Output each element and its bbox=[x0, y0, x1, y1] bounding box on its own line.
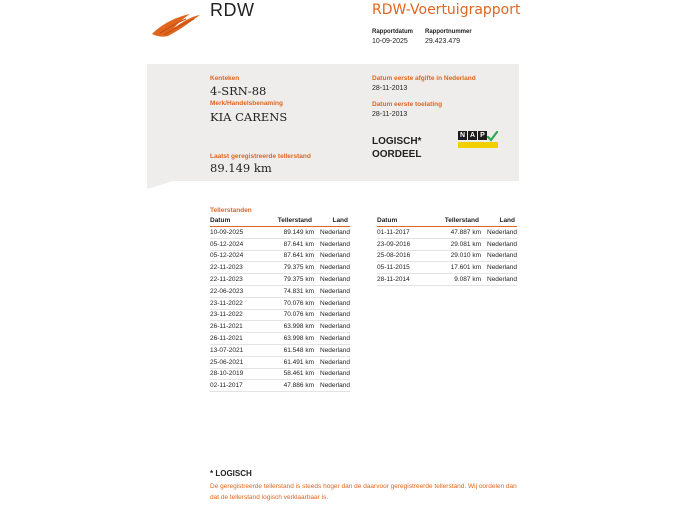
reading-country: Nederland bbox=[314, 250, 350, 262]
table-row bbox=[210, 297, 350, 309]
reading-date: 10-09-2025 bbox=[210, 227, 268, 239]
reading-country: Nederland bbox=[314, 297, 350, 309]
reading-date: 02-11-2017 bbox=[210, 380, 268, 392]
nap-letter-n: N bbox=[459, 132, 466, 139]
reading-country: Nederland bbox=[314, 285, 350, 297]
reading-country: Nederland bbox=[314, 344, 350, 356]
table-row bbox=[377, 250, 517, 262]
reading-date: 05-12-2024 bbox=[210, 250, 268, 262]
table-row bbox=[210, 250, 350, 262]
reading-country: Nederland bbox=[314, 356, 350, 368]
reading-country: Nederland bbox=[481, 262, 517, 274]
nap-check-icon bbox=[458, 131, 498, 148]
verdict-line-2: OORDEEL bbox=[372, 149, 422, 160]
table-row bbox=[377, 238, 517, 250]
reading-country: Nederland bbox=[314, 333, 350, 345]
table-row bbox=[210, 238, 350, 250]
reading-odometer: 70.076 km bbox=[268, 297, 314, 309]
table-row bbox=[210, 227, 350, 239]
table-row bbox=[377, 262, 517, 274]
verdict-text bbox=[372, 135, 421, 161]
table-row bbox=[210, 380, 350, 392]
table-row bbox=[210, 344, 350, 356]
reading-odometer: 87.641 km bbox=[268, 238, 314, 250]
col-date: Datum bbox=[210, 216, 268, 227]
report-number-label: Rapportnummer bbox=[425, 29, 472, 35]
reading-date: 05-12-2024 bbox=[210, 238, 268, 250]
readings-table-right bbox=[377, 216, 517, 286]
table-row bbox=[210, 321, 350, 333]
reading-country: Nederland bbox=[481, 227, 517, 239]
col-odometer: Tellerstand bbox=[435, 216, 481, 227]
reading-country: Nederland bbox=[481, 250, 517, 262]
make-value: KIA CARENS bbox=[210, 110, 288, 124]
table-row bbox=[210, 274, 350, 286]
odometer-value: 89.149 km bbox=[210, 161, 272, 175]
reading-date: 26-11-2021 bbox=[210, 321, 268, 333]
table-row bbox=[377, 274, 517, 286]
reading-date: 28-10-2019 bbox=[210, 368, 268, 380]
first-issue-nl-value: 28-11-2013 bbox=[372, 85, 408, 92]
col-country: Land bbox=[481, 216, 517, 227]
report-date: 10-09-2025 bbox=[372, 38, 408, 45]
reading-country: Nederland bbox=[314, 238, 350, 250]
reading-country: Nederland bbox=[314, 274, 350, 286]
reading-odometer: 61.548 km bbox=[268, 344, 314, 356]
reading-odometer: 9.087 km bbox=[435, 274, 481, 286]
reading-odometer: 29.081 km bbox=[435, 238, 481, 250]
report-title: RDW-Voertuigrapport bbox=[372, 2, 521, 18]
reading-date: 05-11-2015 bbox=[377, 262, 435, 274]
reading-country: Nederland bbox=[481, 274, 517, 286]
checkmark-icon bbox=[487, 131, 498, 142]
reading-odometer: 79.375 km bbox=[268, 274, 314, 286]
brand-name: RDW bbox=[210, 0, 255, 20]
plate-label: Kenteken bbox=[210, 75, 240, 82]
rdw-logo-icon bbox=[150, 6, 202, 38]
reading-date: 13-07-2021 bbox=[210, 344, 268, 356]
table-row bbox=[210, 368, 350, 380]
reading-odometer: 47.886 km bbox=[268, 380, 314, 392]
reading-country: Nederland bbox=[314, 380, 350, 392]
reading-country: Nederland bbox=[314, 309, 350, 321]
reading-date: 22-11-2023 bbox=[210, 262, 268, 274]
report-date-label: Rapportdatum bbox=[372, 29, 413, 35]
reading-date: 01-11-2017 bbox=[377, 227, 435, 239]
reading-odometer: 79.375 km bbox=[268, 262, 314, 274]
table-row bbox=[210, 309, 350, 321]
verdict-line-1: LOGISCH* bbox=[372, 136, 422, 147]
reading-country: Nederland bbox=[481, 238, 517, 250]
first-admission-label: Datum eerste toelating bbox=[372, 101, 443, 108]
table-row bbox=[210, 333, 350, 345]
first-issue-nl-label: Datum eerste afgifte in Nederland bbox=[372, 75, 476, 82]
reading-odometer: 89.149 km bbox=[268, 227, 314, 239]
footnote-title: * LOGISCH bbox=[210, 469, 252, 478]
reading-odometer: 63.998 km bbox=[268, 333, 314, 345]
reading-date: 25-08-2016 bbox=[377, 250, 435, 262]
reading-country: Nederland bbox=[314, 368, 350, 380]
reading-date: 26-11-2021 bbox=[210, 333, 268, 345]
reading-date: 23-09-2016 bbox=[377, 238, 435, 250]
reading-date: 22-11-2023 bbox=[210, 274, 268, 286]
reading-country: Nederland bbox=[314, 227, 350, 239]
readings-title: Tellerstanden bbox=[210, 207, 252, 214]
make-label: Merk/Handelsbenaming bbox=[210, 100, 283, 107]
table-row bbox=[210, 262, 350, 274]
footnote-text: De geregistreerde tellerstand is steeds hoger dan de daarvoor geregistreerde tellerstand. Wij oordelen dan dat de tellerstand logisch verklaarbaar is. bbox=[210, 483, 517, 501]
reading-country: Nederland bbox=[314, 321, 350, 333]
odometer-label: Laatst geregistreerde tellerstand bbox=[210, 153, 311, 160]
reading-date: 25-06-2021 bbox=[210, 356, 268, 368]
reading-odometer: 58.461 km bbox=[268, 368, 314, 380]
col-country: Land bbox=[314, 216, 350, 227]
report-number: 29.423.479 bbox=[425, 38, 461, 45]
reading-date: 28-11-2014 bbox=[377, 274, 435, 286]
first-admission-value: 28-11-2013 bbox=[372, 111, 408, 118]
reading-odometer: 70.076 km bbox=[268, 309, 314, 321]
reading-country: Nederland bbox=[314, 262, 350, 274]
table-row bbox=[210, 356, 350, 368]
nap-letter-p: P bbox=[478, 131, 487, 140]
reading-odometer: 74.831 km bbox=[268, 285, 314, 297]
col-date: Datum bbox=[377, 216, 435, 227]
table-row bbox=[377, 227, 517, 239]
panel-tail bbox=[147, 180, 177, 189]
reading-date: 22-06-2023 bbox=[210, 285, 268, 297]
table-row bbox=[210, 285, 350, 297]
reading-odometer: 63.998 km bbox=[268, 321, 314, 333]
plate-value: 4-SRN-88 bbox=[210, 84, 267, 98]
readings-table-left bbox=[210, 216, 350, 392]
reading-odometer: 61.491 km bbox=[268, 356, 314, 368]
reading-odometer: 29.010 km bbox=[435, 250, 481, 262]
reading-date: 23-11-2022 bbox=[210, 297, 268, 309]
reading-date: 23-11-2022 bbox=[210, 309, 268, 321]
col-odometer: Tellerstand bbox=[268, 216, 314, 227]
nap-yellow-bar bbox=[458, 142, 498, 148]
reading-odometer: 17.601 km bbox=[435, 262, 481, 274]
reading-odometer: 47.887 km bbox=[435, 227, 481, 239]
reading-odometer: 87.641 km bbox=[268, 250, 314, 262]
nap-letter-a: A bbox=[469, 132, 476, 139]
